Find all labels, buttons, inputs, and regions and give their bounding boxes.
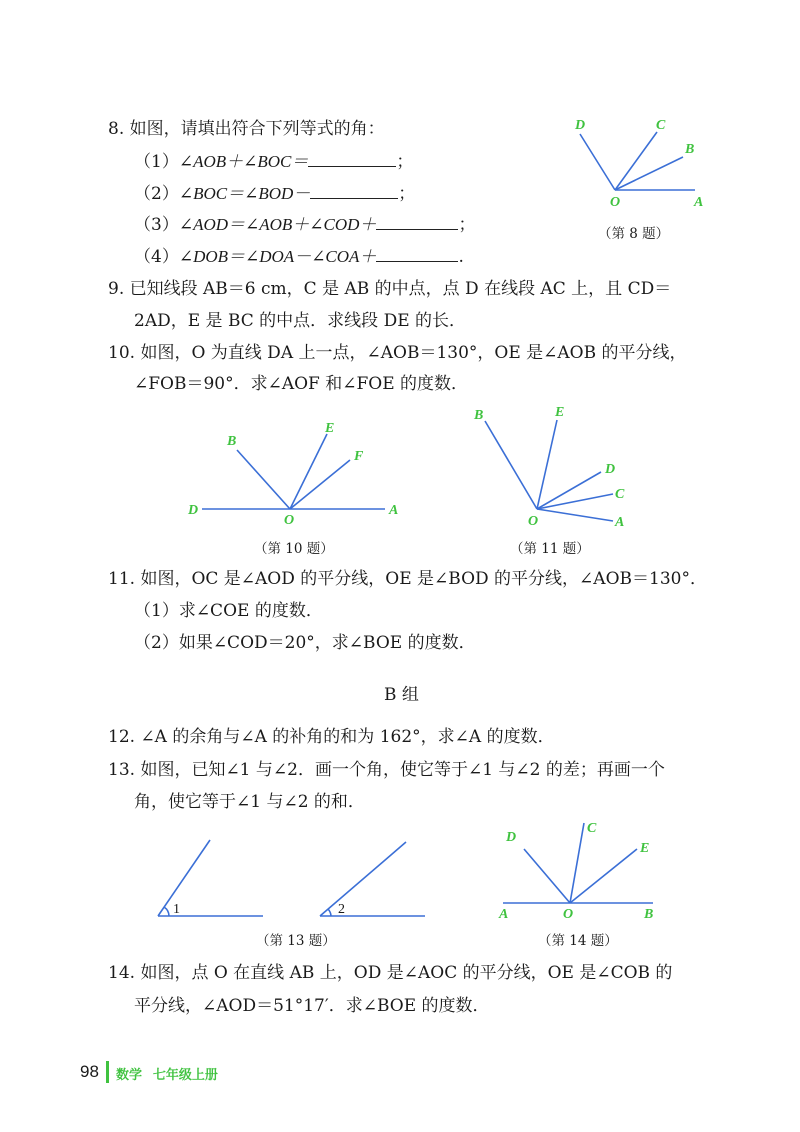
fig11-label-e: E	[555, 405, 565, 420]
fig14-caption: （第 14 题）	[538, 933, 618, 949]
figure-13	[150, 832, 440, 927]
fig10-ray-oe	[290, 434, 327, 509]
fig8-caption: （第 8 题）	[598, 226, 670, 242]
q8-part4-end: .	[458, 247, 464, 267]
fig11-label-a: A	[615, 515, 625, 530]
q13-line2: 角，使它等于∠1 与∠2 的和．	[134, 792, 365, 812]
q14-line2: 平分线，∠AOD＝51°17′．求∠BOE 的度数．	[134, 996, 490, 1016]
group-b-heading: B 组	[384, 685, 419, 705]
fig11-label-b: B	[474, 408, 484, 423]
q11-part1: （1）求∠COE 的度数．	[134, 601, 323, 621]
fig11-label-c: C	[615, 487, 625, 502]
footer-subject: 数学	[116, 1067, 143, 1082]
fig8-ray-oc	[615, 132, 657, 190]
q8-part3-blank[interactable]	[376, 213, 458, 230]
fig13-label-2: 2	[338, 902, 345, 917]
q8-part4	[134, 245, 464, 268]
q10-line2: ∠FOB＝90°．求∠AOF 和∠FOE 的度数．	[134, 374, 469, 394]
fig11-label-d: D	[605, 462, 616, 477]
q9-line2: 2AD，E 是 BC 的中点．求线段 DE 的长．	[134, 311, 467, 331]
fig8-label-c: C	[656, 118, 666, 133]
q8-part4-number: （4）	[134, 247, 179, 267]
q8-part2-number: （2）	[134, 184, 179, 204]
q8-part1-end: ；	[396, 152, 414, 172]
fig10-label-b: B	[227, 434, 237, 449]
footer-book-title	[116, 1064, 218, 1083]
q8-part1-number: （1）	[134, 152, 179, 172]
footer-grade: 七年级上册	[152, 1067, 218, 1082]
q9-line1: 9. 已知线段 AB＝6 cm，C 是 AB 的中点，点 D 在线段 AC 上，且 CD＝	[108, 279, 672, 299]
fig11-ray-oa	[537, 509, 613, 521]
figure-11	[465, 400, 645, 530]
fig8-label-o: O	[610, 195, 621, 210]
fig14-label-o: O	[563, 907, 574, 922]
fig8-ray-od	[580, 134, 615, 190]
fig13-angle1-arc	[164, 907, 169, 916]
fig8-label-b: B	[685, 142, 695, 157]
q8-part2	[134, 182, 415, 205]
fig13-angle1-side	[158, 840, 210, 916]
figure-8	[555, 110, 715, 220]
fig10-ray-of	[290, 460, 350, 509]
fig10-label-d: D	[188, 503, 199, 518]
q8-part3-expr: ∠AOD＝∠AOB＋∠COD＋	[178, 215, 377, 234]
q8-stem: 8. 如图，请填出符合下列等式的角：	[108, 119, 385, 139]
figure-10	[180, 418, 410, 528]
fig14-ray-oc	[570, 823, 584, 903]
q8-part1	[134, 150, 413, 173]
fig10-caption: （第 10 题）	[254, 541, 334, 557]
figure-14	[495, 815, 670, 923]
q8-part4-blank[interactable]	[376, 245, 458, 262]
q8-part3	[134, 213, 475, 236]
fig8-ray-ob	[615, 157, 683, 190]
fig10-label-a: A	[389, 503, 399, 518]
q8-part2-blank[interactable]	[310, 182, 398, 199]
fig11-ray-oe	[537, 420, 557, 509]
fig13-caption: （第 13 题）	[256, 933, 336, 949]
q13-line1: 13. 如图，已知∠1 与∠2．画一个角，使它等于∠1 与∠2 的差；再画一个	[108, 760, 665, 780]
fig8-label-d: D	[575, 118, 586, 133]
fig13-angle2-side	[320, 842, 406, 916]
fig14-label-c: C	[587, 821, 597, 836]
q8-part2-end: ；	[398, 184, 416, 204]
footer-divider	[106, 1061, 109, 1083]
fig14-ray-oe	[570, 849, 637, 903]
fig14-label-b: B	[644, 907, 654, 922]
fig14-label-d: D	[506, 830, 517, 845]
fig13-label-1: 1	[173, 902, 180, 917]
q8-part3-end: ；	[458, 215, 476, 235]
q11-line1: 11. 如图，OC 是∠AOD 的平分线，OE 是∠BOD 的平分线，∠AOB＝130°．	[108, 569, 707, 589]
fig8-label-a: A	[694, 195, 704, 210]
page-number: 98	[80, 1062, 99, 1081]
q8-part1-expr: ∠AOB＋∠BOC＝	[178, 152, 309, 171]
fig14-ray-od	[524, 849, 570, 903]
q8-part2-expr: ∠BOC＝∠BOD－	[178, 184, 311, 203]
fig13-angle2-arc	[328, 909, 331, 916]
fig14-label-e: E	[640, 841, 650, 856]
q8-part4-expr: ∠DOB＝∠DOA－∠COA＋	[178, 247, 377, 266]
q11-part2: （2）如果∠COD＝20°，求∠BOE 的度数．	[134, 633, 476, 653]
fig10-label-e: E	[325, 421, 335, 436]
fig11-ray-ob	[485, 421, 537, 509]
fig10-ray-ob	[237, 450, 290, 509]
q12-line1: 12. ∠A 的余角与∠A 的补角的和为 162°，求∠A 的度数．	[108, 727, 555, 747]
fig10-label-o: O	[284, 513, 295, 528]
fig10-label-f: F	[354, 449, 364, 464]
fig11-label-o: O	[528, 514, 539, 529]
q10-line1: 10. 如图，O 为直线 DA 上一点，∠AOB＝130°，OE 是∠AOB 的平分线，	[108, 343, 687, 363]
q14-line1: 14. 如图，点 O 在直线 AB 上，OD 是∠AOC 的平分线，OE 是∠COB 的	[108, 963, 673, 983]
q8-part3-number: （3）	[134, 215, 179, 235]
q8-part1-blank[interactable]	[308, 150, 396, 167]
fig14-label-a: A	[499, 907, 509, 922]
fig11-caption: （第 11 题）	[510, 541, 590, 557]
